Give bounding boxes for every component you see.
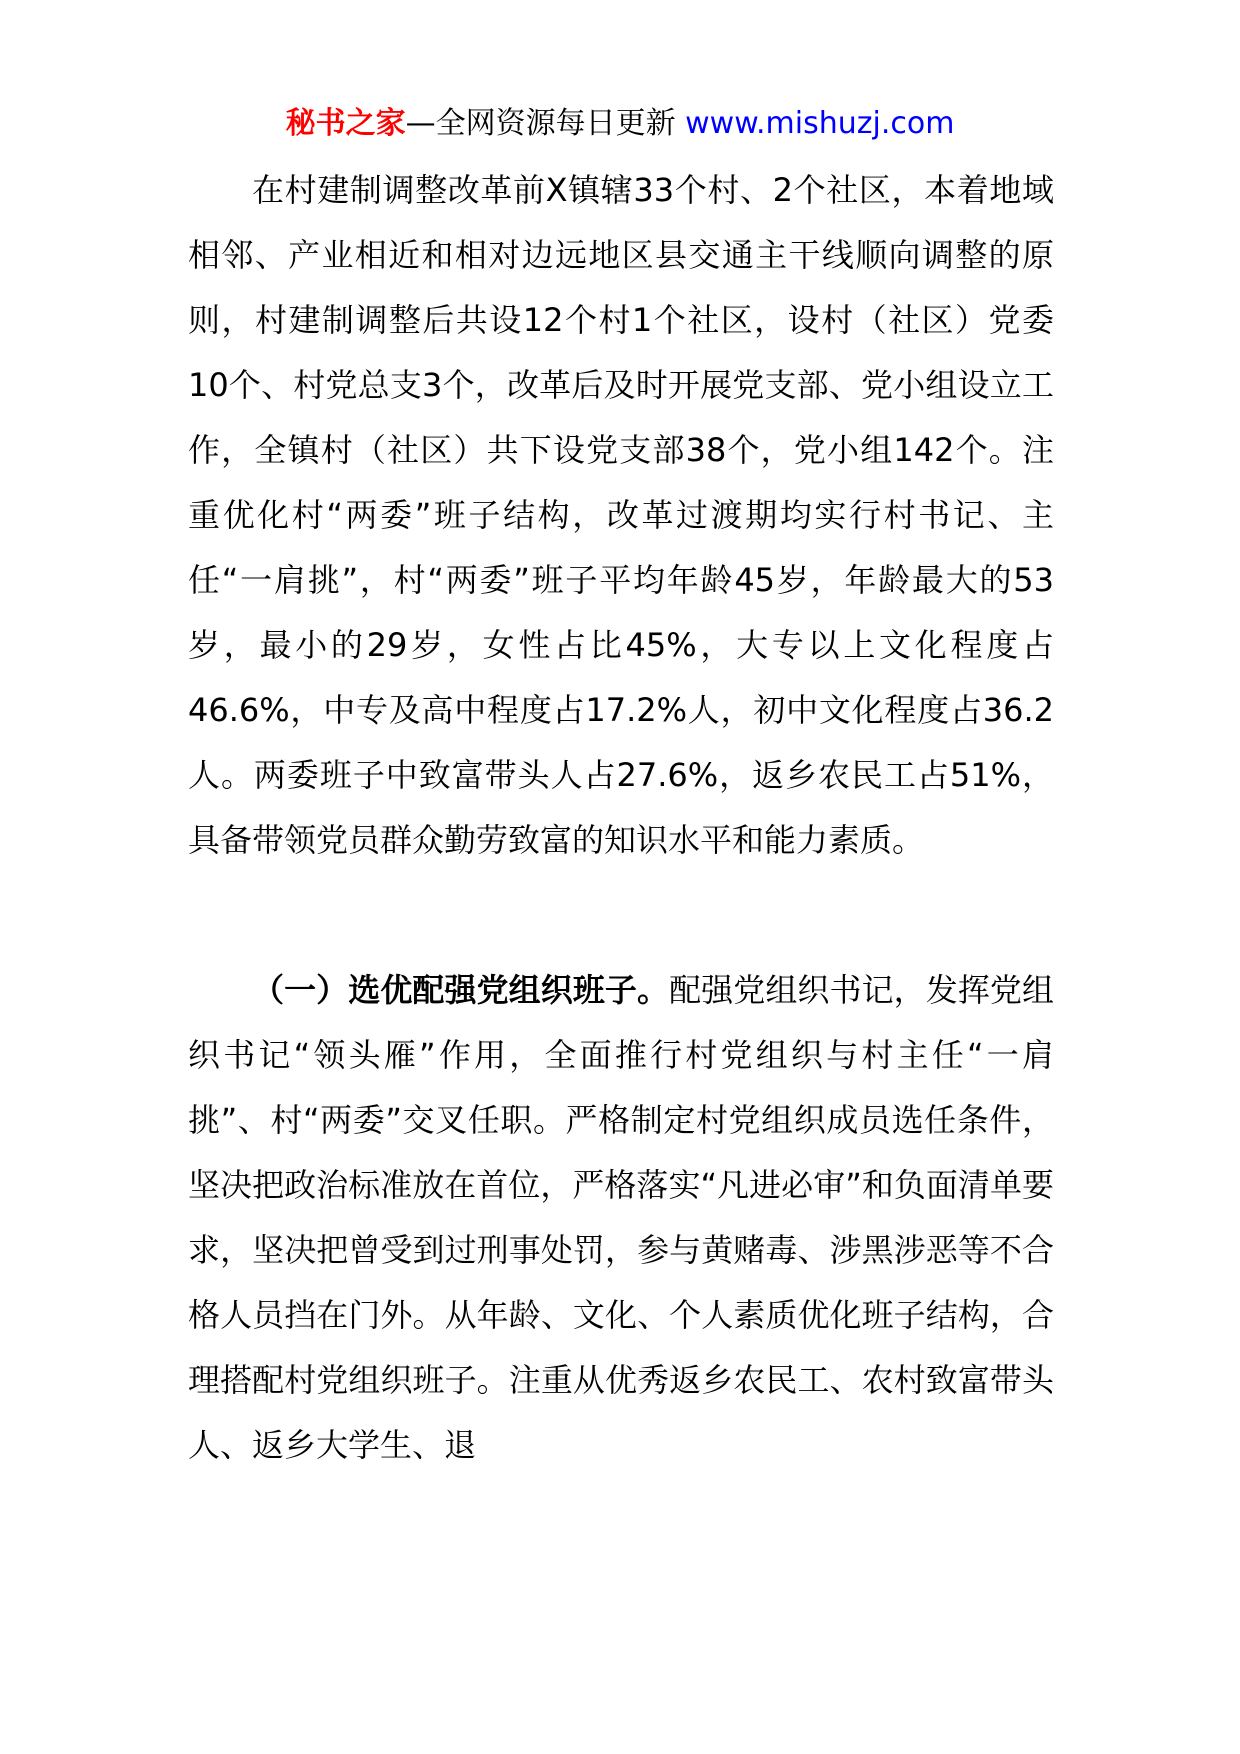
page-header — [0, 104, 1240, 144]
paragraph-2 — [188, 958, 1054, 1478]
section-heading: （一）选优配强党组织班子。 — [252, 971, 670, 1009]
header-tagline: —全网资源每日更新 — [405, 106, 686, 141]
brand-name: 秘书之家 — [285, 106, 406, 141]
paragraph-2-text: 配强党组织书记，发挥党组织书记“领头雁”作用，全面推行村党组织与村主任“一肩挑”、村“两委”交叉任职。严格制定村党组织成员选任条件，坚决把政治标准放在首位，严格落实“凡进必审”和负面清单要求，坚决把曾受到过刑事处罚，参与黄赌毒、涉黑涉恶等不合格人员挡在门外。从年龄、文化、个人素质优化班子结构，合理搭配村党组织班子。注重从优秀返乡农民工、农村致富带头人、返乡大学生、退 — [188, 971, 1054, 1464]
website-link[interactable]: www.mishuzj.com — [685, 106, 955, 141]
paragraph-1: 在村建制调整改革前X镇辖33个村、2个社区，本着地域相邻、产业相近和相对边远地区县交通主干线顺向调整的原则，村建制调整后共设12个村1个社区，设村（社区）党委10个、村党总支3个，改革后及时开展党支部、党小组设立工作，全镇村（社区）共下设党支部38个，党小组142个。注重优化村“两委”班子结构，改革过渡期均实行村书记、主任“一肩挑”，村“两委”班子平均年龄45岁，年龄最大的53岁，最小的29岁，女性占比45%，大专以上文化程度占46.6%，中专及高中程度占17.2%人，初中文化程度占36.2人。两委班子中致富带头人占27.6%，返乡农民工占51%，具备带领党员群众勤劳致富的知识水平和能力素质。 — [188, 171, 1054, 859]
